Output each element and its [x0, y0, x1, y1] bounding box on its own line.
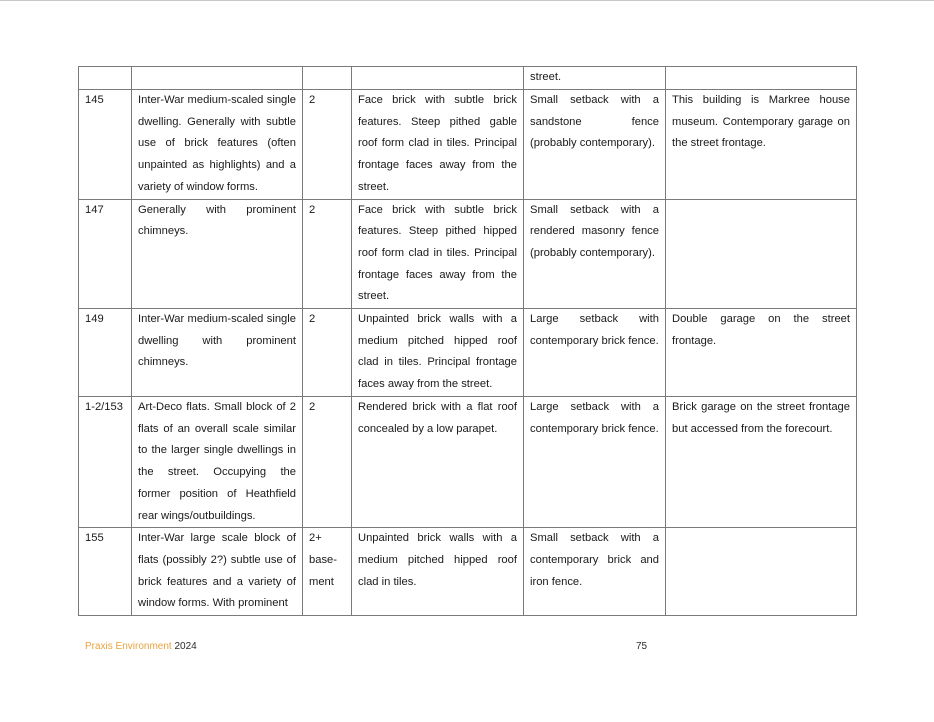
cell-storeys [303, 67, 352, 90]
cell-number [79, 67, 132, 90]
cell-description: Generally with prominent chimneys. [132, 199, 303, 309]
table-row [79, 199, 857, 309]
cell-materials: Unpainted brick walls with a medium pitched hipped roof clad in tiles. Principal frontage faces away from the street. [352, 309, 524, 397]
cell-materials [352, 67, 524, 90]
cell-description: Inter-War large scale block of flats (possibly 2?) subtle use of brick features and a variety of window forms. With prominent [132, 528, 303, 616]
cell-number: 145 [79, 90, 132, 200]
cell-setback: Small setback with a contemporary brick and iron fence. [524, 528, 666, 616]
cell-number: 149 [79, 309, 132, 397]
cell-materials: Rendered brick with a flat roof concealed by a low parapet. [352, 397, 524, 528]
cell-description [132, 67, 303, 90]
cell-number: 155 [79, 528, 132, 616]
cell-setback: street. [524, 67, 666, 90]
cell-storeys: 2 [303, 90, 352, 200]
cell-storeys: 2 [303, 397, 352, 528]
cell-materials: Unpainted brick walls with a medium pitched hipped roof clad in tiles. [352, 528, 524, 616]
cell-storeys: 2 [303, 199, 352, 309]
cell-comments [666, 528, 857, 616]
cell-materials: Face brick with subtle brick features. Steep pithed gable roof form clad in tiles. Principal frontage faces away from the street. [352, 90, 524, 200]
footer-credit [85, 640, 197, 654]
cell-setback: Small setback with a sandstone fence (probably contemporary). [524, 90, 666, 200]
cell-number: 147 [79, 199, 132, 309]
cell-description: Art-Deco flats. Small block of 2 flats of an overall scale similar to the larger single dwellings in the street. Occupying the former position of Heathfield rear wings/outbuildings. [132, 397, 303, 528]
footer-brand: Praxis Environment [85, 641, 172, 652]
cell-description: Inter-War medium-scaled single dwelling. Generally with subtle use of brick features (often unpainted as highlights) and a variety of window forms. [132, 90, 303, 200]
page-number: 75 [636, 641, 648, 652]
cell-setback: Large setback with contemporary brick fence. [524, 309, 666, 397]
cell-storeys: 2 [303, 309, 352, 397]
cell-setback: Large setback with a contemporary brick fence. [524, 397, 666, 528]
page-top-divider [0, 0, 934, 1]
cell-comments: Double garage on the street frontage. [666, 309, 857, 397]
heritage-inventory-table [78, 66, 857, 616]
cell-comments: This building is Markree house museum. Contemporary garage on the street frontage. [666, 90, 857, 200]
table-row [79, 309, 857, 397]
cell-materials: Face brick with subtle brick features. Steep pithed hipped roof form clad in tiles. Principal frontage faces away from the street. [352, 199, 524, 309]
cell-description: Inter-War medium-scaled single dwelling with prominent chimneys. [132, 309, 303, 397]
table-row [79, 528, 857, 616]
cell-comments: Brick garage on the street frontage but accessed from the forecourt. [666, 397, 857, 528]
table-row [79, 90, 857, 200]
table-row [79, 67, 857, 90]
cell-setback: Small setback with a rendered masonry fence (probably contemporary). [524, 199, 666, 309]
cell-storeys: 2+ base-ment [303, 528, 352, 616]
table-row [79, 397, 857, 528]
cell-comments [666, 67, 857, 90]
footer-year: 2024 [174, 641, 197, 652]
cell-comments [666, 199, 857, 309]
cell-number: 1-2/153 [79, 397, 132, 528]
